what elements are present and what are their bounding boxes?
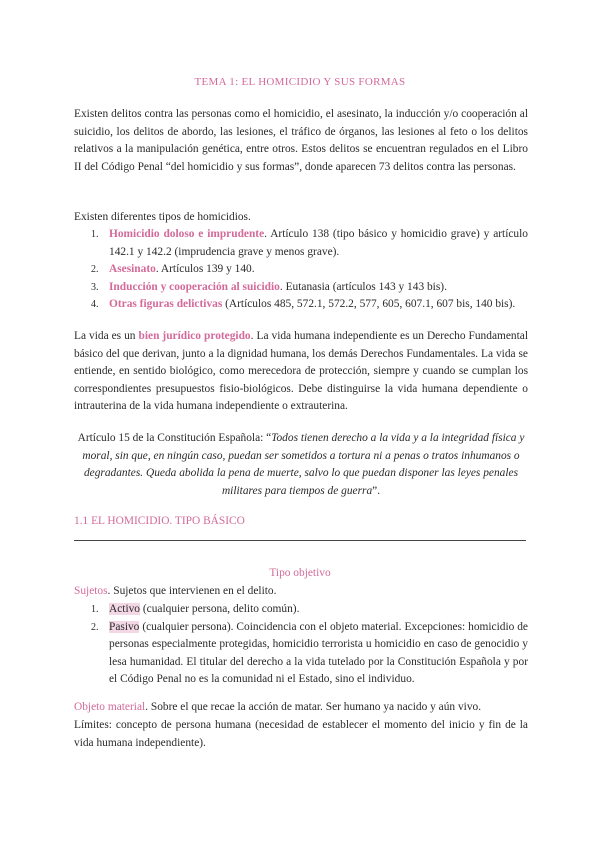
homicide-types-list: [74, 226, 528, 314]
sujetos-label: Sujetos: [74, 585, 108, 597]
objeto-label: Objeto material: [74, 701, 146, 713]
objeto-text: . Sobre el que recae la acción de matar. Ser humano ya nacido y aún vivo.: [145, 701, 482, 713]
objeto-line: [74, 699, 528, 717]
article15-quote: Todos tienen derecho a la vida y a la integridad física y moral, sin que, en ningún caso, puedan ser sometidos a tortura ni a penas o tratos inhumanos o degradantes. Queda abolida la pena de muerte, salvo lo que puedan disponer las leyes penales militares para tiempos de guerra: [82, 432, 525, 497]
life-paragraph: [74, 328, 528, 416]
document-title: TEMA 1: EL HOMICIDIO Y SUS FORMAS: [194, 76, 406, 88]
sujetos-line: [74, 583, 528, 601]
list-item: [74, 601, 528, 619]
types-intro: Existen diferentes tipos de homicidios.: [74, 211, 251, 223]
article15-lead: Artículo 15 de la Constitución Española: “: [77, 432, 272, 444]
list-item: [74, 279, 528, 297]
sujetos-list: [74, 601, 528, 689]
type-term: Otras figuras delictivas: [109, 298, 223, 311]
divider: [74, 540, 526, 541]
list-number: 3.: [91, 281, 99, 293]
sujeto-detail: (cualquier persona). Coincidencia con el objeto material. Excepciones: homicidio de personas especialmente protegidas, homicidio terrorista u homicidio en caso de genocidio y lesa humanidad. El titular del derecho a la vida tutelado por la Constitución Española y por el Código Penal no es la comunidad ni el Estado, sino el individuo.: [109, 620, 528, 686]
article15-tail: ”.: [372, 484, 381, 497]
list-number: 2.: [91, 621, 99, 633]
life-pre: La vida es un: [74, 330, 139, 342]
list-number: 1.: [91, 229, 99, 240]
life-post: . La vida humana independiente es un Derecho Fundamental básico del que derivan, junto a la dignidad humana, los demás Derechos Fundamentales. La vida se entiende, en sentido biológico, como merecedora de protección, siempre y cuando se cumplan los correspondientes presupuestos fisio-biológicos. Debe distinguirse la vida humana dependiente o intrauterina de la vida humana independiente o extrauterina.: [74, 330, 528, 413]
sujeto-term: Activo: [109, 603, 141, 615]
sujeto-detail: (cualquier persona, delito común).: [140, 603, 300, 615]
life-term: bien jurídico protegido: [138, 330, 251, 342]
type-term: Asesinato: [109, 263, 156, 276]
list-number: 2.: [91, 264, 99, 276]
type-detail: . Eutanasia (artículos 143 y 143 bis).: [279, 280, 447, 293]
subheading: Tipo objetivo: [269, 567, 331, 579]
list-item: [74, 226, 528, 261]
type-detail: . Artículos 139 y 140.: [155, 263, 255, 276]
sujetos-text: . Sujetos que intervienen en el delito.: [107, 585, 277, 597]
type-term: Homicidio doloso e imprudente: [109, 228, 265, 240]
list-item: [74, 261, 528, 279]
section-heading: 1.1 EL HOMICIDIO. TIPO BÁSICO: [74, 515, 245, 527]
type-term: Inducción y cooperación al suicidio: [109, 280, 280, 293]
list-number: 1.: [91, 604, 99, 615]
intro-paragraph: Existen delitos contra las personas como el homicidio, el asesinato, la inducción y/o cooperación al suicidio, los delitos de abordo, las lesiones, el tráfico de órganos, las lesiones al feto o los delitos relativos a la manipulación genética, entre otros. Estos delitos se encuentran regulados en el Libro II del Código Penal “del homicidio y sus formas”, donde aparecen 73 delitos contra las personas.: [74, 108, 528, 173]
type-detail: (Artículos 485, 572.1, 572.2, 577, 605, 607.1, 607 bis, 140 bis).: [222, 298, 516, 311]
type-detail: . Artículo 138 (tipo básico y homicidio grave) y artículo 142.1 y 142.2 (imprudencia grave y menos grave).: [109, 228, 528, 258]
list-number: 4.: [91, 299, 99, 311]
list-item: [74, 296, 528, 314]
sujeto-term: Pasivo: [109, 620, 140, 633]
limites-line: Límites: concepto de persona humana (necesidad de establecer el momento del inicio y fin de la vida humana independiente).: [74, 719, 528, 749]
article15-paragraph: [74, 430, 528, 500]
list-item: [74, 619, 528, 689]
